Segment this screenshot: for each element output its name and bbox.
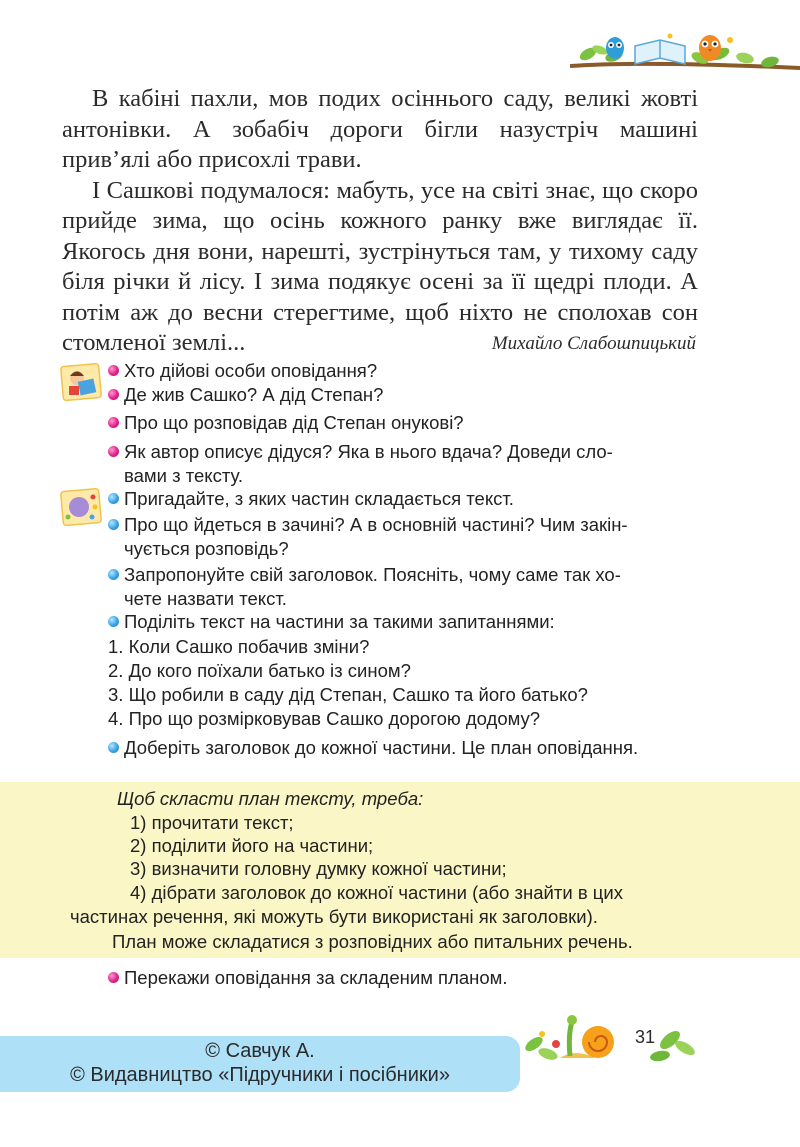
group-question-1: Пригадайте, з яких частин складається текст. [108, 487, 514, 511]
blue-owl-icon [606, 37, 624, 59]
group-question-3: Запропонуйте свій заголовок. Поясніть, чому саме так хо- [108, 563, 621, 587]
rule-step-4-continued: частинах речення, які можуть бути використані як заголовки). [70, 906, 598, 927]
rule-title: Щоб скласти план тексту, треба: [117, 788, 424, 809]
plan-question-3: 3. Що робили в саду дід Степан, Сашко та його батько? [108, 684, 588, 705]
rule-step-1: 1) прочитати текст; [130, 812, 294, 833]
rule-note: План може складатися з розповідних або питальних речень. [112, 931, 633, 952]
pink-bullet-icon [108, 972, 119, 983]
question-2: Де жив Сашко? А дід Степан? [108, 383, 383, 407]
snail-decoration [520, 1004, 700, 1068]
rule-box [0, 782, 800, 958]
page-number: 31 [634, 1027, 656, 1047]
blue-bullet-icon [108, 742, 119, 753]
pink-bullet-icon [108, 389, 119, 400]
story-paragraph-2: І Сашкові подумалося: мабуть, усе на світі знає, що скоро прийде зима, що осінь кожного ранку вже виглядає її. Якогось дня вони, нарешті, зустрінуться там, у тихому саду біля річки й лісу. І зима подякує осені за її щедрі плоди. А потім аж до весни стерегтиме, щоб ніхто не сполохав сон стомленої землі... [62, 176, 698, 356]
plan-question-1: 1. Коли Сашко побачив зміни? [108, 636, 370, 657]
plan-question-4: 4. Про що розмірковував Сашко дорогою додому? [108, 708, 541, 729]
story-text [62, 84, 698, 359]
retell-task: Перекажи оповідання за складеним планом. [108, 966, 508, 990]
branch-owls-decoration [570, 28, 800, 78]
plan-question-2: 2. До кого поїхали батько із сином? [108, 660, 411, 681]
blue-bullet-icon [108, 493, 119, 504]
question-1: Хто дійові особи оповідання? [108, 359, 377, 383]
pink-bullet-icon [108, 417, 119, 428]
story-author: Михайло Слабошпицький [491, 333, 696, 354]
question-4-continued: вами з тексту. [124, 465, 244, 486]
group-question-3-continued: чете назвати текст. [124, 588, 287, 609]
open-book-icon [635, 40, 685, 64]
copyright-publisher: © Видавництво «Підручники і посібники» [70, 1064, 450, 1086]
reading-child-icon [60, 362, 104, 402]
rule-step-4: 4) дібрати заголовок до кожної частини (або знайти в цих [130, 882, 623, 903]
group-question-2: Про що йдеться в зачині? А в основній частині? Чим закін- [108, 513, 628, 537]
question-4: Як автор описує дідуся? Яка в нього вдача? Доведи сло- [108, 440, 613, 464]
group-work-icon [60, 487, 104, 527]
rule-step-2: 2) поділити його на частини; [130, 835, 374, 856]
rule-step-3: 3) визначити головну думку кожної частини; [130, 858, 507, 879]
pink-bullet-icon [108, 446, 119, 457]
pink-bullet-icon [108, 365, 119, 376]
snail-icon [560, 1015, 614, 1058]
blue-bullet-icon [108, 519, 119, 530]
blue-bullet-icon [108, 569, 119, 580]
group-question-5: Доберіть заголовок до кожної частини. Це план оповідання. [108, 736, 638, 760]
group-question-2-continued: чується розповідь? [124, 538, 289, 559]
orange-owl-icon [699, 35, 721, 61]
blue-bullet-icon [108, 616, 119, 627]
story-paragraph-1: В кабіні пахли, мов подих осіннього саду, великі жовті антонівки. А зобабіч дороги бігли назустріч машині прив’ялі або присохлі трави. [62, 85, 698, 173]
group-question-4: Поділіть текст на частини за такими запитаннями: [108, 610, 555, 634]
copyright-box [0, 1036, 520, 1092]
question-3: Про що розповідав дід Степан онукові? [108, 411, 464, 435]
copyright-author: © Савчук А. [205, 1040, 315, 1062]
